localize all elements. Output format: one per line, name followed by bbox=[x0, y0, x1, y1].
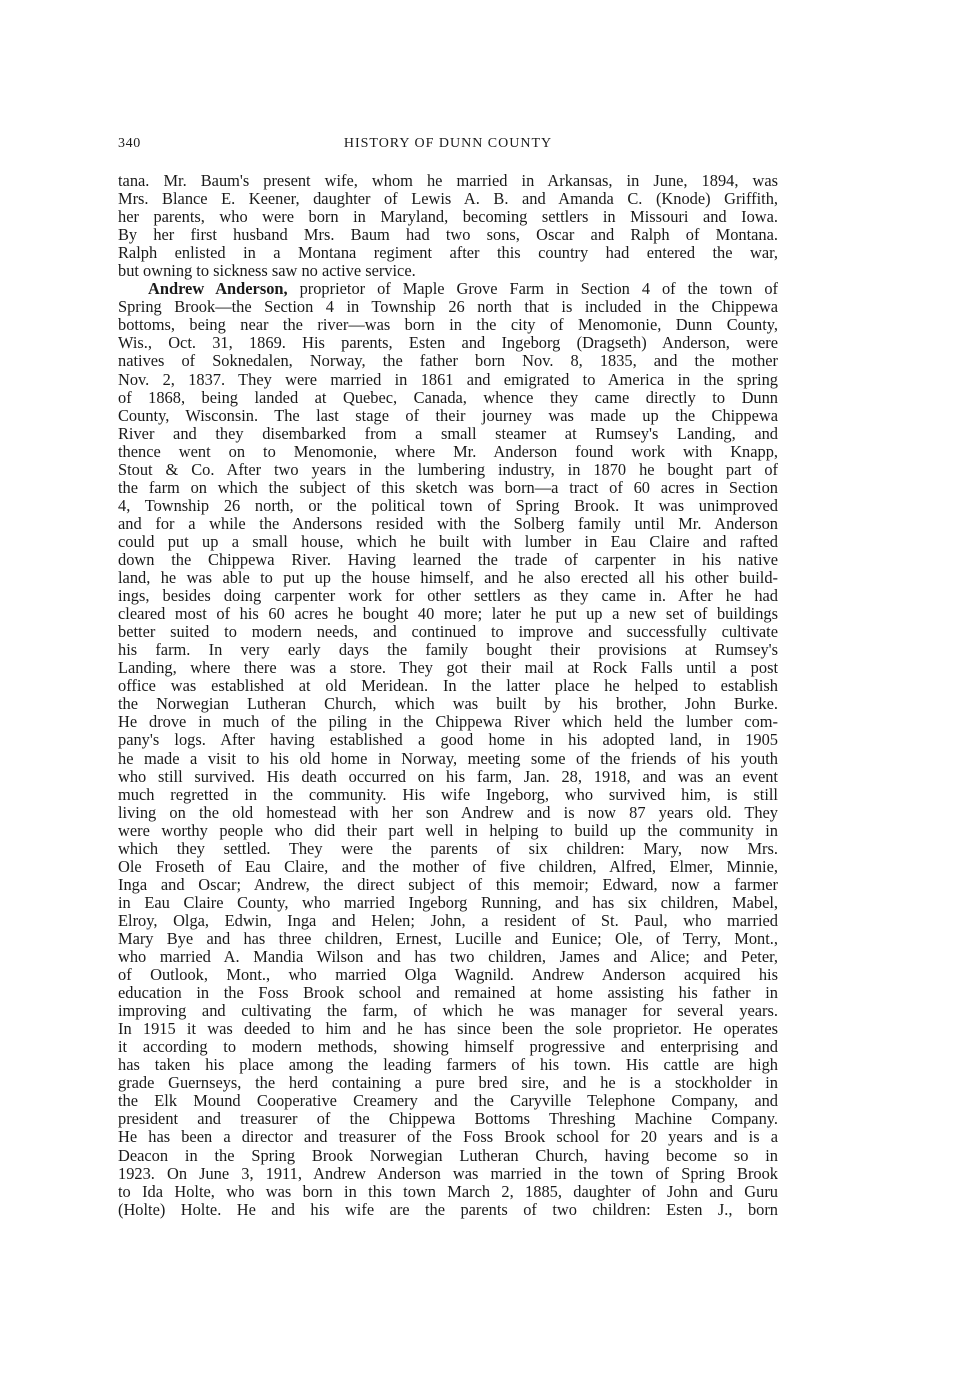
text-line: cleared most of his 60 acres he bought 40 more; later he put up a new set of buildings bbox=[118, 604, 778, 624]
text-line: Mary Bye and has three children, Ernest, Lucille and Eunice; Ole, of Terry, Mont., bbox=[118, 928, 778, 948]
text-line: County, Wisconsin. The last stage of their journey was made up the Chippewa bbox=[118, 405, 778, 425]
text-line: bottoms, being near the river—was born in the city of Menomonie, Dunn County, bbox=[118, 315, 778, 335]
text-line: natives of Soknedalen, Norway, the father born Nov. 8, 1835, and the mother bbox=[118, 351, 778, 371]
running-title: HISTORY OF DUNN COUNTY bbox=[343, 136, 553, 151]
biography-subject-name: Andrew Anderson, bbox=[148, 279, 288, 299]
text-line: of 1868, being landed at Quebec, Canada, whence they came directly to Dunn bbox=[118, 387, 778, 407]
text-line: Spring Brook—the Section 4 in Township 26 north that is included in the Chippewa bbox=[118, 297, 778, 317]
text-line: better suited to modern needs, and continued to improve and successfully cultivate bbox=[118, 622, 778, 642]
text-line: In 1915 it was deeded to him and he has since been the sole proprietor. He operates bbox=[118, 1019, 778, 1039]
text-line: Wis., Oct. 31, 1869. His parents, Esten and Ingeborg (Dragseth) Anderson, were bbox=[118, 333, 778, 353]
paragraph-lines bbox=[118, 298, 778, 1218]
text-line: improving and cultivating the farm, of which he was manager for several years. bbox=[118, 1001, 778, 1021]
text-line: much regretted in the community. His wife Ingeborg, who survived him, is still bbox=[118, 784, 778, 804]
text-line: and for a while the Andersons resided with the Solberg family until Mr. Anderson bbox=[118, 513, 778, 533]
text-line: Deacon in the Spring Brook Norwegian Lutheran Church, having become so in bbox=[118, 1145, 778, 1165]
text-line: which they settled. They were the parents of six children: Mary, now Mrs. bbox=[118, 838, 778, 858]
text-line: office was established at old Meridean. In the latter place he helped to establish bbox=[118, 676, 778, 696]
text-line: tana. Mr. Baum's present wife, whom he married in Arkansas, in June, 1894, was bbox=[118, 171, 778, 190]
text-line: Elroy, Olga, Edwin, Inga and Helen; John, a resident of St. Paul, who married bbox=[118, 910, 778, 930]
text-line: He has been a director and treasurer of the Foss Brook school for 20 years and is a bbox=[118, 1127, 778, 1147]
text-line: who married A. Mandia Wilson and has two children, James and Alice; and Peter, bbox=[118, 947, 778, 967]
text-line: 1923. On June 3, 1911, Andrew Anderson was married in the town of Spring Brook bbox=[118, 1163, 778, 1183]
text-line: grade Guernseys, the herd containing a pure bred sire, and he is a stockholder in bbox=[118, 1073, 778, 1093]
paragraph-baum-continued bbox=[118, 172, 778, 280]
text-line: to Ida Holte, who was born in this town March 2, 1885, daughter of John and Guru bbox=[118, 1181, 778, 1201]
text-line: thence went on to Menomonie, where Mr. Anderson found work with Knapp, bbox=[118, 441, 778, 461]
text-line: down the Chippewa River. Having learned the trade of carpenter in his native bbox=[118, 549, 778, 569]
text-line: education in the Foss Brook school and remained at home assisting his father in bbox=[118, 983, 778, 1003]
text-line: He drove in much of the piling in the Chippewa River which held the lumber com- bbox=[118, 712, 778, 732]
text-line: it according to modern methods, showing himself progressive and enterprising and bbox=[118, 1037, 778, 1057]
text-line: Nov. 2, 1837. They were married in 1861 and emigrated to America in the spring bbox=[118, 369, 778, 389]
body-text bbox=[118, 172, 778, 1219]
text-line: Mrs. Blance E. Keener, daughter of Lewis A. B. and Amanda C. (Knode) Griffith, bbox=[118, 189, 778, 209]
text-line: her parents, who were born in Maryland, becoming settlers in Missouri and Iowa. bbox=[118, 207, 778, 227]
text-line: Inga and Oscar; Andrew, the direct subject of this memoir; Edward, now a farmer bbox=[118, 874, 778, 894]
text-line: of Outlook, Mont., who married Olga Wagnild. Andrew Anderson acquired his bbox=[118, 965, 778, 985]
text-line: By her first husband Mrs. Baum had two sons, Oscar and Ralph of Montana. bbox=[118, 225, 778, 245]
text-line: Ole Froseth of Eau Claire, and the mother of five children, Alfred, Elmer, Minnie, bbox=[118, 856, 778, 876]
text-line: in Eau Claire County, who married Ingeborg Running, and has six children, Mabel, bbox=[118, 892, 778, 912]
paragraph-first-line bbox=[118, 280, 778, 298]
text-line: Ralph enlisted in a Montana regiment after this country had entered the war, bbox=[118, 243, 778, 263]
text-line: the Elk Mound Cooperative Creamery and the Caryville Telephone Company, and bbox=[118, 1091, 778, 1111]
text-line: the Norwegian Lutheran Church, which was built by his brother, John Burke. bbox=[118, 694, 778, 714]
text-line: River and they disembarked from a small steamer at Rumsey's Landing, and bbox=[118, 423, 778, 443]
text-line: has taken his place among the leading farmers of his town. His cattle are high bbox=[118, 1055, 778, 1075]
text-line: living on the old homestead with her son Andrew and is now 87 years old. They bbox=[118, 802, 778, 822]
text-line: could put up a small house, which he built with lumber in Eau Claire and rafted bbox=[118, 531, 778, 551]
text-line: were worthy people who did their part well in helping to build up the community in bbox=[118, 820, 778, 840]
first-line-text: proprietor of Maple Grove Farm in Section 4 of the town of bbox=[287, 279, 778, 299]
text-line: ings, besides doing carpenter work for other settlers as they came in. After he had bbox=[118, 586, 778, 606]
text-line: (Holte) Holte. He and his wife are the parents of two children: Esten J., born bbox=[118, 1199, 778, 1219]
text-line: he made a visit to his old home in Norway, meeting some of the friends of his youth bbox=[118, 748, 778, 768]
text-line: Stout & Co. After two years in the lumbering industry, in 1870 he bought part of bbox=[118, 459, 778, 479]
text-line: pany's logs. After having established a good home in his adopted land, in 1905 bbox=[118, 730, 778, 750]
text-line: who still survived. His death occurred on his farm, Jan. 28, 1918, and was an event bbox=[118, 766, 778, 786]
page-header bbox=[118, 136, 778, 158]
page-number: 340 bbox=[118, 136, 141, 151]
text-line: Landing, where there was a store. They got their mail at Rock Falls until a post bbox=[118, 658, 778, 678]
paragraph-andrew-anderson bbox=[118, 280, 778, 1218]
text-line: his farm. In very early days the family bought their provisions at Rumsey's bbox=[118, 640, 778, 660]
text-line: but owning to sickness saw no active service. bbox=[118, 261, 416, 281]
text-line: the farm on which the subject of this sketch was born—a tract of 60 acres in Section bbox=[118, 477, 778, 497]
text-line: 4, Township 26 north, or the political town of Spring Brook. It was unimproved bbox=[118, 495, 778, 515]
text-line: president and treasurer of the Chippewa Bottoms Threshing Machine Company. bbox=[118, 1109, 778, 1129]
text-line: land, he was able to put up the house himself, and he also erected all his other build- bbox=[118, 568, 778, 588]
